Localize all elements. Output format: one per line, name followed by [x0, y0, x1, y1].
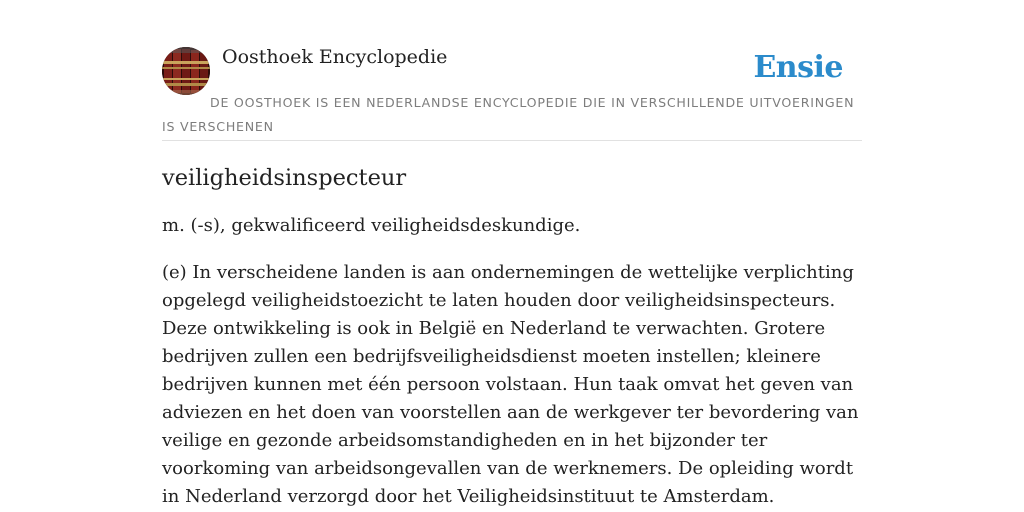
source-header	[162, 40, 862, 141]
entry-content	[162, 160, 862, 511]
encyclopedia-books-icon[interactable]	[162, 47, 210, 95]
ensie-logo-link[interactable]: Ensie	[753, 50, 843, 85]
source-name[interactable]: Oosthoek Encyclopedie	[222, 46, 448, 68]
source-tagline: DE OOSTHOEK IS EEN NEDERLANDSE ENCYCLOPEDIE DIE IN VERSCHILLENDE UITVOERINGEN IS VERSCHENEN	[162, 95, 855, 134]
entry-body: (e) In verscheidene landen is aan ondernemingen de wettelijke verplichting opgelegd veiligheidstoezicht te laten houden door veiligheidsinspecteurs. Deze ontwikkeling is ook in België en Nederland te verwachten. Grotere bedrijven zullen een bedrijfsveiligheidsdienst moeten instellen; kleinere bedrijven kunnen met één persoon volstaan. Hun taak omvat het geven van adviezen en het doen van voorstellen aan de werkgever ter bevordering van veilige en gezonde arbeidsomstandigheden en in het bijzonder ter voorkoming van arbeidsongevallen van de werknemers. De opleiding wordt in Nederland verzorgd door het Veiligheidsinstituut te Amsterdam.	[162, 262, 859, 507]
entry-title: veiligheidsinspecteur	[162, 165, 407, 191]
entry-definition: m. (-s), gekwalificeerd veiligheidsdeskundige.	[162, 215, 581, 236]
